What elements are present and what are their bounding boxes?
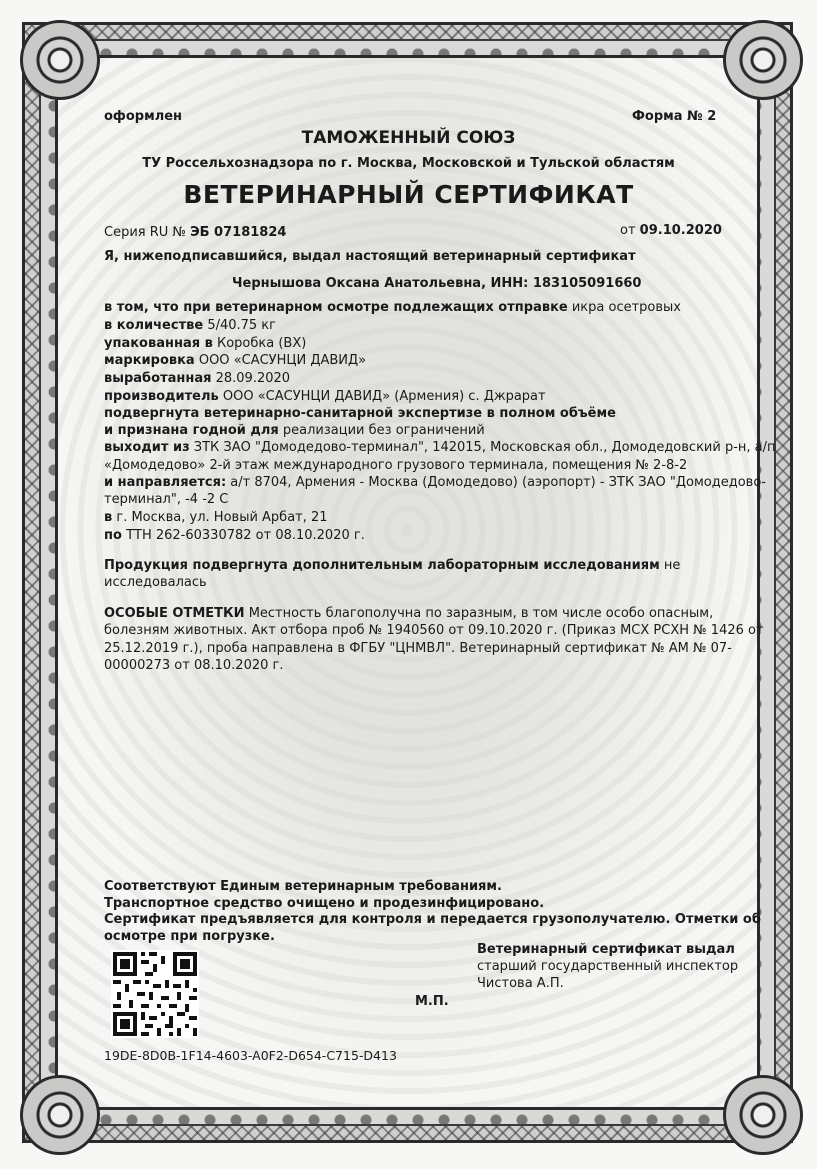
lab-research xyxy=(104,557,680,574)
special-notes-line: болезням животных. Акт отбора проб № 1940560 от 09.10.2020 г. (Приказ МСХ РСХН № 1426 от xyxy=(104,623,764,638)
field-fit-for xyxy=(104,422,485,439)
field-destination xyxy=(104,509,328,526)
field-expertise: подвергнута ветеринарно-санитарной экспертизе в полном объёме xyxy=(104,406,616,421)
field-label: в количестве xyxy=(104,318,204,333)
field-label: маркировка xyxy=(104,353,195,368)
lab-label: Продукция подвергнута дополнительным лабораторным исследованиям xyxy=(104,558,660,573)
field-label: по xyxy=(104,528,122,543)
special-notes-label: ОСОБЫЕ ОТМЕТКИ xyxy=(104,606,245,621)
inspector-title: старший государственный инспектор xyxy=(477,959,739,974)
field-label: в том, что при ветеринарном осмотре подлежащих отправке xyxy=(104,300,568,315)
field-route-cont: терминал", -4 -2 С xyxy=(104,492,229,507)
field-departs-cont: «Домодедово» 2-й этаж международного грузового терминала, помещения № 2-8-2 xyxy=(104,458,688,473)
field-label: и признана годной для xyxy=(104,423,279,438)
field-value: 5/40.75 кг xyxy=(207,318,276,333)
field-value: ООО «САСУНЦИ ДАВИД» xyxy=(198,353,367,368)
form-number: Форма № 2 xyxy=(632,109,717,124)
special-notes-line: 00000273 от 08.10.2020 г. xyxy=(104,658,284,673)
field-document xyxy=(104,527,365,544)
lab-value-cont: исследовалась xyxy=(104,575,207,590)
field-value: икра осетровых xyxy=(571,300,681,315)
field-label: в xyxy=(104,510,113,525)
stamp-place: М.П. xyxy=(415,994,449,1009)
series-number: ЭБ 07181824 xyxy=(190,225,287,240)
compliance-statement: Соответствуют Единым ветеринарным требованиям. xyxy=(104,879,502,894)
field-manufacturer xyxy=(104,388,546,405)
series-prefix: Серия RU № xyxy=(104,225,186,240)
verification-code: 19DE-8D0B-1F14-4603-A0F2-D654-C715-D413 xyxy=(104,1048,397,1063)
field-label: выходит из xyxy=(104,440,190,455)
customs-union-heading: ТАМОЖЕННЫЙ СОЮЗ xyxy=(301,128,516,148)
field-value: Коробка (ВХ) xyxy=(216,336,307,351)
special-notes-text: Местность благополучна по заразным, в том числе особо опасным, xyxy=(248,606,714,621)
issuer-name: Чернышова Оксана Анатольевна, ИНН: 183105091660 xyxy=(232,276,642,291)
field-value: ТТН 262-60330782 от 08.10.2020 г. xyxy=(126,528,365,543)
issued-label: оформлен xyxy=(104,109,183,124)
special-notes-line: 25.12.2019 г.), проба направлена в ФГБУ "ЦНМВЛ". Ветеринарный сертификат № АМ № 07- xyxy=(104,641,732,656)
issue-date: 09.10.2020 xyxy=(639,223,722,238)
document-title: ВЕТЕРИНАРНЫЙ СЕРТИФИКАТ xyxy=(183,180,634,209)
issuer-intro: Я, нижеподписавшийся, выдал настоящий ветеринарный сертификат xyxy=(104,249,636,264)
field-label: упакованная в xyxy=(104,336,213,351)
lab-value: не xyxy=(663,558,681,573)
special-notes xyxy=(104,605,713,622)
field-value: ООО «САСУНЦИ ДАВИД» (Армения) с. Джрарат xyxy=(222,389,546,404)
field-label: производитель xyxy=(104,389,219,404)
field-value: ЗТК ЗАО "Домодедово-терминал", 142015, Московская обл., Домодедовский р-н, а/п xyxy=(193,440,776,455)
qr-code-icon xyxy=(111,950,199,1038)
loading-statement: осмотре при погрузке. xyxy=(104,929,275,944)
field-value: а/т 8704, Армения - Москва (Домодедово) (аэропорт) - ЗТК ЗАО "Домодедово- xyxy=(230,475,766,490)
issue-date-prefix: от xyxy=(620,223,636,238)
inspector-name: Чистова А.П. xyxy=(477,976,564,991)
field-departs xyxy=(104,439,776,456)
field-packed xyxy=(104,335,306,352)
authority-name: ТУ Россельхознадзора по г. Москва, Московской и Тульской областям xyxy=(142,156,675,171)
disinfection-statement: Транспортное средство очищено и продезинфицировано. xyxy=(104,896,545,911)
issued-by-label: Ветеринарный сертификат выдал xyxy=(477,942,735,957)
series-line xyxy=(104,224,286,241)
field-quantity xyxy=(104,317,276,334)
control-statement: Сертификат предъявляется для контроля и передается грузополучателю. Отметки об xyxy=(104,912,761,927)
field-produced xyxy=(104,370,290,387)
field-inspection xyxy=(104,299,681,316)
field-marking xyxy=(104,352,366,369)
issue-date-line xyxy=(620,222,722,239)
field-value: реализации без ограничений xyxy=(282,423,485,438)
field-value: г. Москва, ул. Новый Арбат, 21 xyxy=(116,510,328,525)
field-route xyxy=(104,474,766,491)
field-label: и направляется: xyxy=(104,475,227,490)
field-label: выработанная xyxy=(104,371,212,386)
field-value: 28.09.2020 xyxy=(215,371,291,386)
